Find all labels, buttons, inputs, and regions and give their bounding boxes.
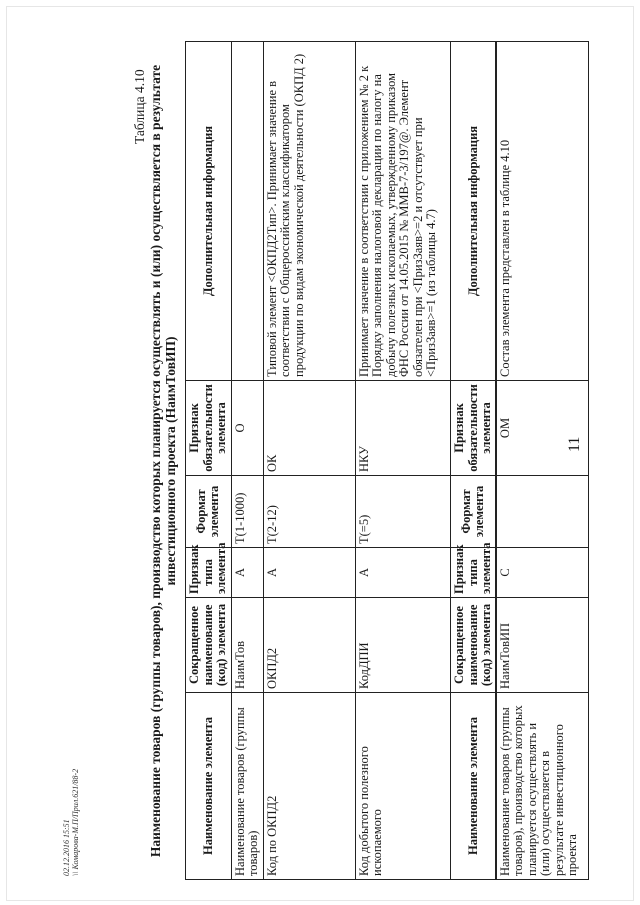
- table-row: [355, 42, 495, 880]
- print-footer: [62, 769, 80, 876]
- table-cell: Код добытого полезного ископаемого: [355, 693, 495, 880]
- table-title: Наименование товаров (группы товаров), производство которых планируется осуществлять и (или) осуществляется в результате инвестиционного проекта (НаимТовИП): [148, 64, 178, 858]
- table-cell: Состав элемента представлен в таблице 4.10: [496, 42, 588, 381]
- table-cell: НаимТовИП: [496, 598, 588, 693]
- table-header-row: [186, 42, 232, 880]
- table-cell: О: [231, 381, 263, 476]
- header-cell: Дополнительная информация: [451, 42, 497, 381]
- header-cell: Признак типа элемента: [186, 548, 232, 598]
- table-row: [496, 42, 588, 880]
- header-cell: Формат элемента: [451, 476, 497, 548]
- table-row: [231, 42, 263, 880]
- table-cell: НКУ: [355, 381, 495, 476]
- page-number: 11: [566, 436, 583, 452]
- table-cell: Типовой элемент <ОКПД2Тип>. Принимает значение в соответствии с Общероссийским классификатором продукции по видам экономической деятельности (ОКПД 2): [263, 42, 355, 381]
- header-cell: Признак обязательности элемента: [186, 381, 232, 476]
- table-cell: А: [231, 548, 263, 598]
- table-cell: Код по ОКПД2: [263, 693, 355, 880]
- table-cell: T(=5): [355, 476, 495, 548]
- rotated-document: [60, 40, 620, 880]
- table-cell: [496, 476, 588, 548]
- header-cell: Дополнительная информация: [186, 42, 232, 381]
- header-cell: Наименование элемента: [186, 693, 232, 880]
- header-cell: Сокращенное наименование (код) элемента: [451, 598, 497, 693]
- header-cell: Признак типа элемента: [451, 548, 497, 598]
- footer-date: 02.12.2016 15:51: [62, 819, 71, 876]
- table-cell: НаимТов: [231, 598, 263, 693]
- table-cell: Принимает значение в соответствии с приложением № 2 к Порядку заполнения налоговой декларации по налогу на добычу полезных ископаемых, утвержденному приказом ФНС России от 14.05.2015 № ММВ-7-3/197@. Элемент обязателен при <ПризЗаяв>=2 и отсутствует при <ПризЗаяв>=1 (из таблицы 4.7): [355, 42, 495, 381]
- table-cell: С: [496, 548, 588, 598]
- header-cell: Сокращенное наименование (код) элемента: [186, 598, 232, 693]
- header-cell: Формат элемента: [186, 476, 232, 548]
- table-label: Таблица 4.10: [132, 69, 147, 144]
- header-cell: Наименование элемента: [451, 693, 497, 880]
- table-cell: T(2-12): [263, 476, 355, 548]
- table-cell: ОК: [263, 381, 355, 476]
- table-cell: КодДПИ: [355, 598, 495, 693]
- table-cell: Наименование товаров (группы товаров), производство которых планируется осуществлять и (или) осуществляется в результате инвестиционного проекта: [496, 693, 588, 880]
- table-cell: [231, 42, 263, 381]
- table-cell: ОМ: [496, 381, 588, 476]
- goods-table: [185, 41, 496, 880]
- footer-path: \\ Комарова-М.П/Прил.621/88-2: [71, 768, 80, 876]
- table-cell: А: [355, 548, 495, 598]
- table-cell: А: [263, 548, 355, 598]
- table-cell: Наименование товаров (группы товаров): [231, 693, 263, 880]
- table-cell: ОКПД2: [263, 598, 355, 693]
- table-row: [263, 42, 355, 880]
- table-cell: T(1-1000): [231, 476, 263, 548]
- header-cell: Признак обязательности элемента: [451, 381, 497, 476]
